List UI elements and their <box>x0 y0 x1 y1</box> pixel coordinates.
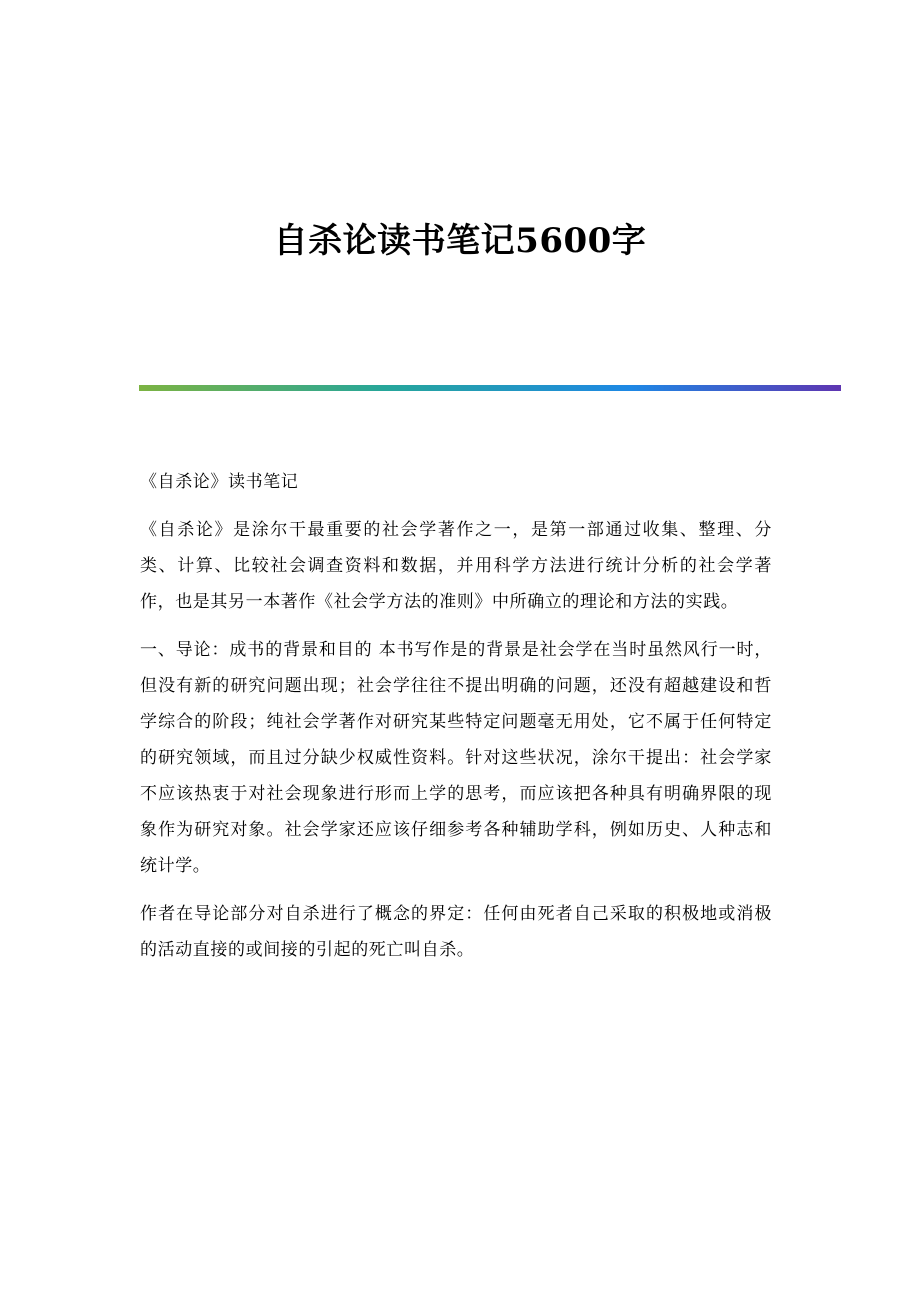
paragraph-intro: 《自杀论》是涂尔干最重要的社会学著作之一，是第一部通过收集、整理、分类、计算、比较社会调查资料和数据，并用科学方法进行统计分析的社会学著作，也是其另一本著作《社会学方法的准则》中所确立的理论和方法的实践。 <box>140 520 772 612</box>
title-divider <box>139 385 841 391</box>
paragraph-background: 一、导论：成书的背景和目的 本书写作是的背景是社会学在当时虽然风行一时，但没有新的研究问题出现；社会学往往不提出明确的问题，还没有超越建设和哲学综合的阶段；纯社会学著作对研究某些特定问题毫无用处，它不属于任何特定的研究领域，而且过分缺少权威性资料。针对这些状况，涂尔干提出：社会学家不应该热衷于对社会现象进行形而上学的思考，而应该把各种具有明确界限的现象作为研究对象。社会学家还应该仔细参考各种辅助学科，例如历史、人种志和统计学。 <box>140 640 772 876</box>
document-body <box>140 464 772 980</box>
paragraph-definition: 作者在导论部分对自杀进行了概念的界定：任何由死者自己采取的积极地或消极的活动直接的或间接的引起的死亡叫自杀。 <box>140 904 772 960</box>
section-heading: 《自杀论》读书笔记 <box>140 472 299 492</box>
page-title: 自杀论读书笔记5600字 <box>273 221 647 261</box>
